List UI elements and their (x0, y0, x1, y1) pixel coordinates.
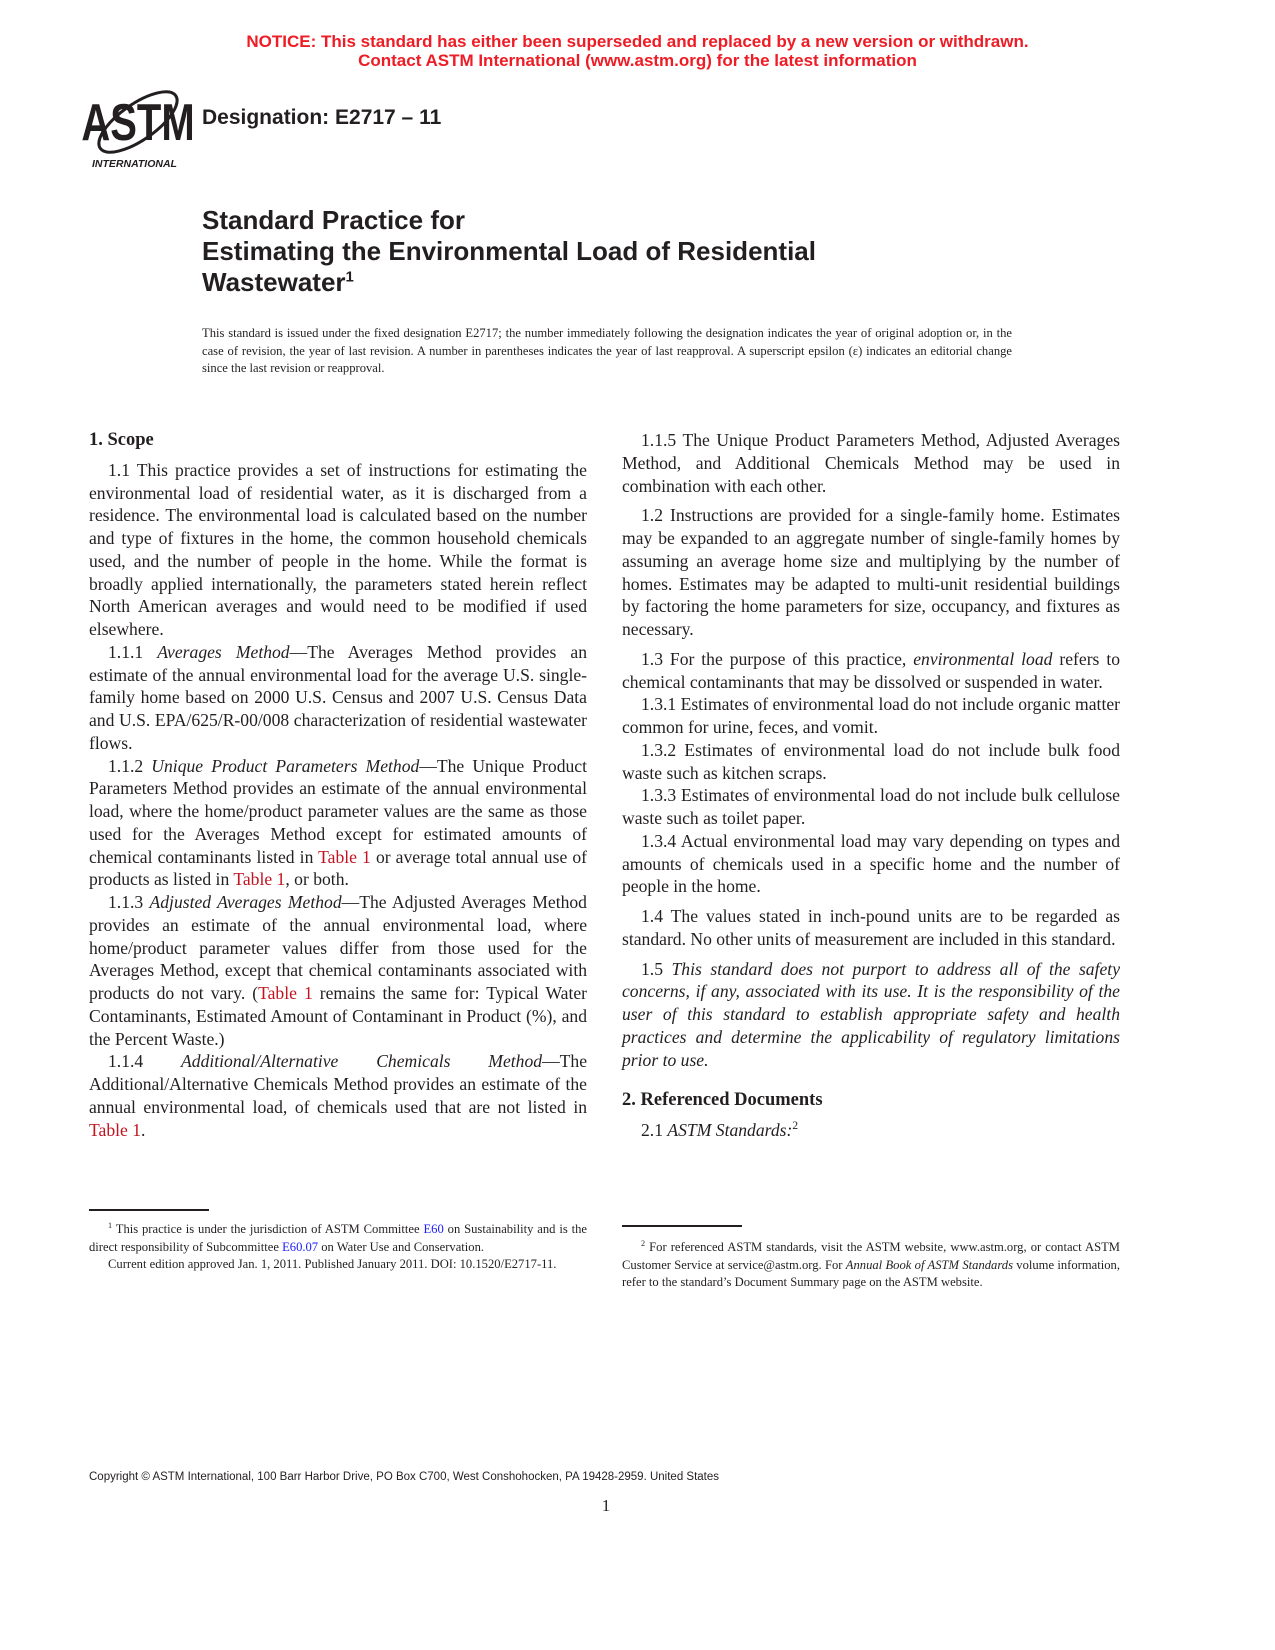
left-column (89, 429, 587, 1141)
footnote-marker: 1 (108, 1220, 113, 1230)
footnotes-left (89, 1221, 587, 1274)
astm-logo (81, 80, 195, 172)
paragraph (89, 459, 587, 641)
text-run: 1.1.5 The Unique Product Parameters Method, Adjusted Averages Method, and Additional Chemicals Method may be used in combination with each other. (622, 430, 1120, 496)
text-run: 1.3.1 Estimates of environmental load do not include organic matter common for urine, feces, and vomit. (622, 694, 1120, 737)
paragraph (89, 891, 587, 1050)
text-run: remains the same for: Typical Water Contaminants, Estimated Amount of Contaminant in Product (%), and the Percent Waste.) (89, 983, 588, 1049)
notice-line-2: Contact ASTM International (www.astm.org) for the latest information (358, 51, 917, 70)
paragraph (89, 755, 587, 892)
text-run: 1.3 For the purpose of this practice, (641, 648, 914, 669)
text-run: . (141, 1119, 146, 1140)
text-run: —The Adjusted Averages Method provides an estimate of the annual environmental load, where home/product parameter values differ from those used for the Averages Method, except that chemical contaminants associated with products do not vary. ( (89, 892, 587, 1003)
paragraph (89, 1256, 587, 1274)
svg-text:ASTM: ASTM (81, 92, 195, 152)
text-run: 1.3.2 Estimates of environmental load do not include bulk food waste such as kitchen scraps. (622, 739, 1120, 783)
paragraph (89, 1221, 587, 1256)
title-line-2: Estimating the Environmental Load of Residential (202, 236, 816, 266)
right-column (622, 429, 1120, 1142)
right-paragraphs (622, 429, 1120, 1071)
table-reference-link[interactable]: Table 1 (233, 869, 286, 890)
text-run: volume information, refer to the standard’s Document Summary page on the ASTM website. (622, 1257, 1120, 1290)
footnote-rule-left (89, 1209, 209, 1211)
committee-link[interactable]: E60.07 (282, 1239, 319, 1254)
text-run: on Sustainability and is the direct responsibility of Subcommittee (89, 1222, 587, 1254)
text-run: refers to chemical contaminants that may be dissolved or suspended in water. (622, 648, 1121, 692)
text-run: environmental load (913, 648, 1053, 669)
page-number: 1 (601, 1496, 611, 1515)
text-run: Adjusted Averages Method (149, 892, 342, 912)
text-run: Additional/Alternative Chemicals Method (181, 1051, 543, 1072)
table-reference-link[interactable]: Table 1 (318, 846, 371, 867)
logo-international: INTERNATIONAL (92, 158, 177, 170)
title-line-1: Standard Practice for (202, 205, 465, 235)
text-run: 1.1 This practice provides a set of instructions for estimating the environmental load of residential water, as it is discharged from a residence. The environmental load is calculated based on the number and type of fixtures in the home, the common household chemicals used, and the number of people in the home. While the format is broadly applied internationally, the parameters stated herein reflect North American averages and would need to be modified if used elsewhere. (89, 459, 587, 639)
footnote-marker: 2 (641, 1238, 646, 1248)
designation: Designation: E2717 – 11 (202, 106, 442, 129)
text-run: 1.1.3 (108, 892, 150, 912)
text-run: This practice is under the jurisdiction of ASTM Committee (112, 1222, 424, 1236)
copyright-footer: Copyright © ASTM International, 100 Barr Harbor Drive, PO Box C700, West Conshohocken, PA 19428-2959. United States (89, 1471, 720, 1483)
text-run: 1.1.4 (108, 1051, 182, 1072)
paragraph (622, 739, 1120, 785)
paragraph (622, 429, 1120, 497)
text-run: 1.1.2 (108, 755, 152, 776)
committee-link[interactable]: E60 (423, 1222, 444, 1236)
section-heading-scope: 1. Scope (89, 430, 154, 450)
title-line-3 (202, 267, 816, 298)
paragraph (622, 648, 1120, 694)
text-run: —The Unique Product Parameters Method provides an estimate of the annual environmental load, where the home/product parameter values are the same as those used for the Averages Method except for estimated amounts of chemical contaminants listed in (89, 755, 587, 867)
text-run: —The Averages Method provides an estimate of the annual environmental load for the average U.S. single-family home based on 2000 U.S. Census and 2007 U.S. Census Data and U.S. EPA/625/R-00/008 characterization of residential wastewater flows. (89, 641, 587, 753)
text-run: ASTM Standards: (667, 1120, 793, 1140)
text-run: on Water Use and Conservation. (318, 1239, 485, 1254)
text-run: 1.3.4 Actual environmental load may vary depending on types and amounts of chemicals used in a specific home and the number of people in the home. (622, 830, 1120, 897)
paragraph (622, 784, 1120, 830)
document-title (202, 205, 816, 298)
paragraph (622, 1239, 1120, 1292)
text-run: 2.1 (641, 1120, 668, 1140)
text-run: or average total annual use of products as listed in (89, 846, 587, 890)
text-run: Current edition approved Jan. 1, 2011. Published January 2011. DOI: 10.1520/E2717-11. (108, 1257, 557, 1272)
footnote-marker: 2 (792, 1120, 799, 1133)
paragraph (622, 504, 1120, 641)
footnote-rule-right (622, 1225, 742, 1227)
title-text: Wastewater (202, 267, 346, 297)
footnotes-right (622, 1239, 1120, 1292)
text-run: Unique Product Parameters Method (151, 755, 420, 776)
text-run: 1.4 The values stated in inch-pound units are to be regarded as standard. No other units of measurement are included in this standard. (622, 906, 1120, 949)
notice-line-1: NOTICE: This standard has either been superseded and replaced by a new version or withdrawn. (246, 32, 1029, 51)
text-run: 1.5 (641, 958, 672, 979)
text-run: 1.3.3 Estimates of environmental load do not include bulk cellulose waste such as toilet paper. (622, 785, 1120, 828)
paragraph (622, 905, 1120, 951)
table-reference-link[interactable]: Table 1 (89, 1119, 142, 1140)
table-reference-link[interactable]: Table 1 (258, 983, 313, 1003)
text-run: For referenced ASTM standards, visit the ASTM website, www.astm.org, or contact ASTM Customer Service at service@astm.org. For (622, 1240, 1120, 1272)
paragraph (89, 1050, 587, 1141)
paragraph (622, 1119, 1120, 1142)
issuance-note: This standard is issued under the fixed designation E2717; the number immediately following the designation indicates the year of original adoption or, in the case of revision, the year of last revision. A number in parentheses indicates the year of last reapproval. A superscript epsilon (ε) indicates an editorial change since the last revision or reapproval. (202, 326, 1012, 376)
text-run: 1.1.1 (108, 641, 158, 662)
section-heading-referenced-documents: 2. Referenced Documents (622, 1090, 823, 1111)
left-paragraphs (89, 459, 587, 1142)
text-run: 1.2 Instructions are provided for a single-family home. Estimates may be expanded to an aggregate number of single-family homes by assuming an average home size and multiplying by the number of homes. Estimates may be adapted to multi-unit residential buildings by factoring the home parameters for size, occupancy, and fixtures as necessary. (622, 505, 1120, 639)
paragraph (89, 641, 587, 755)
paragraph (622, 830, 1120, 898)
text-run: , or both. (285, 869, 349, 890)
paragraph (622, 693, 1120, 739)
text-run: —The Additional/Alternative Chemicals Method provides an estimate of the annual environmental load, of chemicals used that are not listed in (89, 1051, 588, 1117)
text-run: This standard does not purport to address all of the safety concerns, if any, associated with its use. It is the responsibility of the user of this standard to establish appropriate safety and health practices and determine the applicability of regulatory limitations prior to use. (622, 958, 1120, 1070)
paragraph-2-1 (622, 1119, 1120, 1142)
title-footnote-marker: 1 (345, 268, 354, 286)
text-run: Averages Method (157, 641, 290, 662)
text-run: Annual Book of ASTM Standards (845, 1257, 1013, 1272)
paragraph (622, 958, 1120, 1072)
